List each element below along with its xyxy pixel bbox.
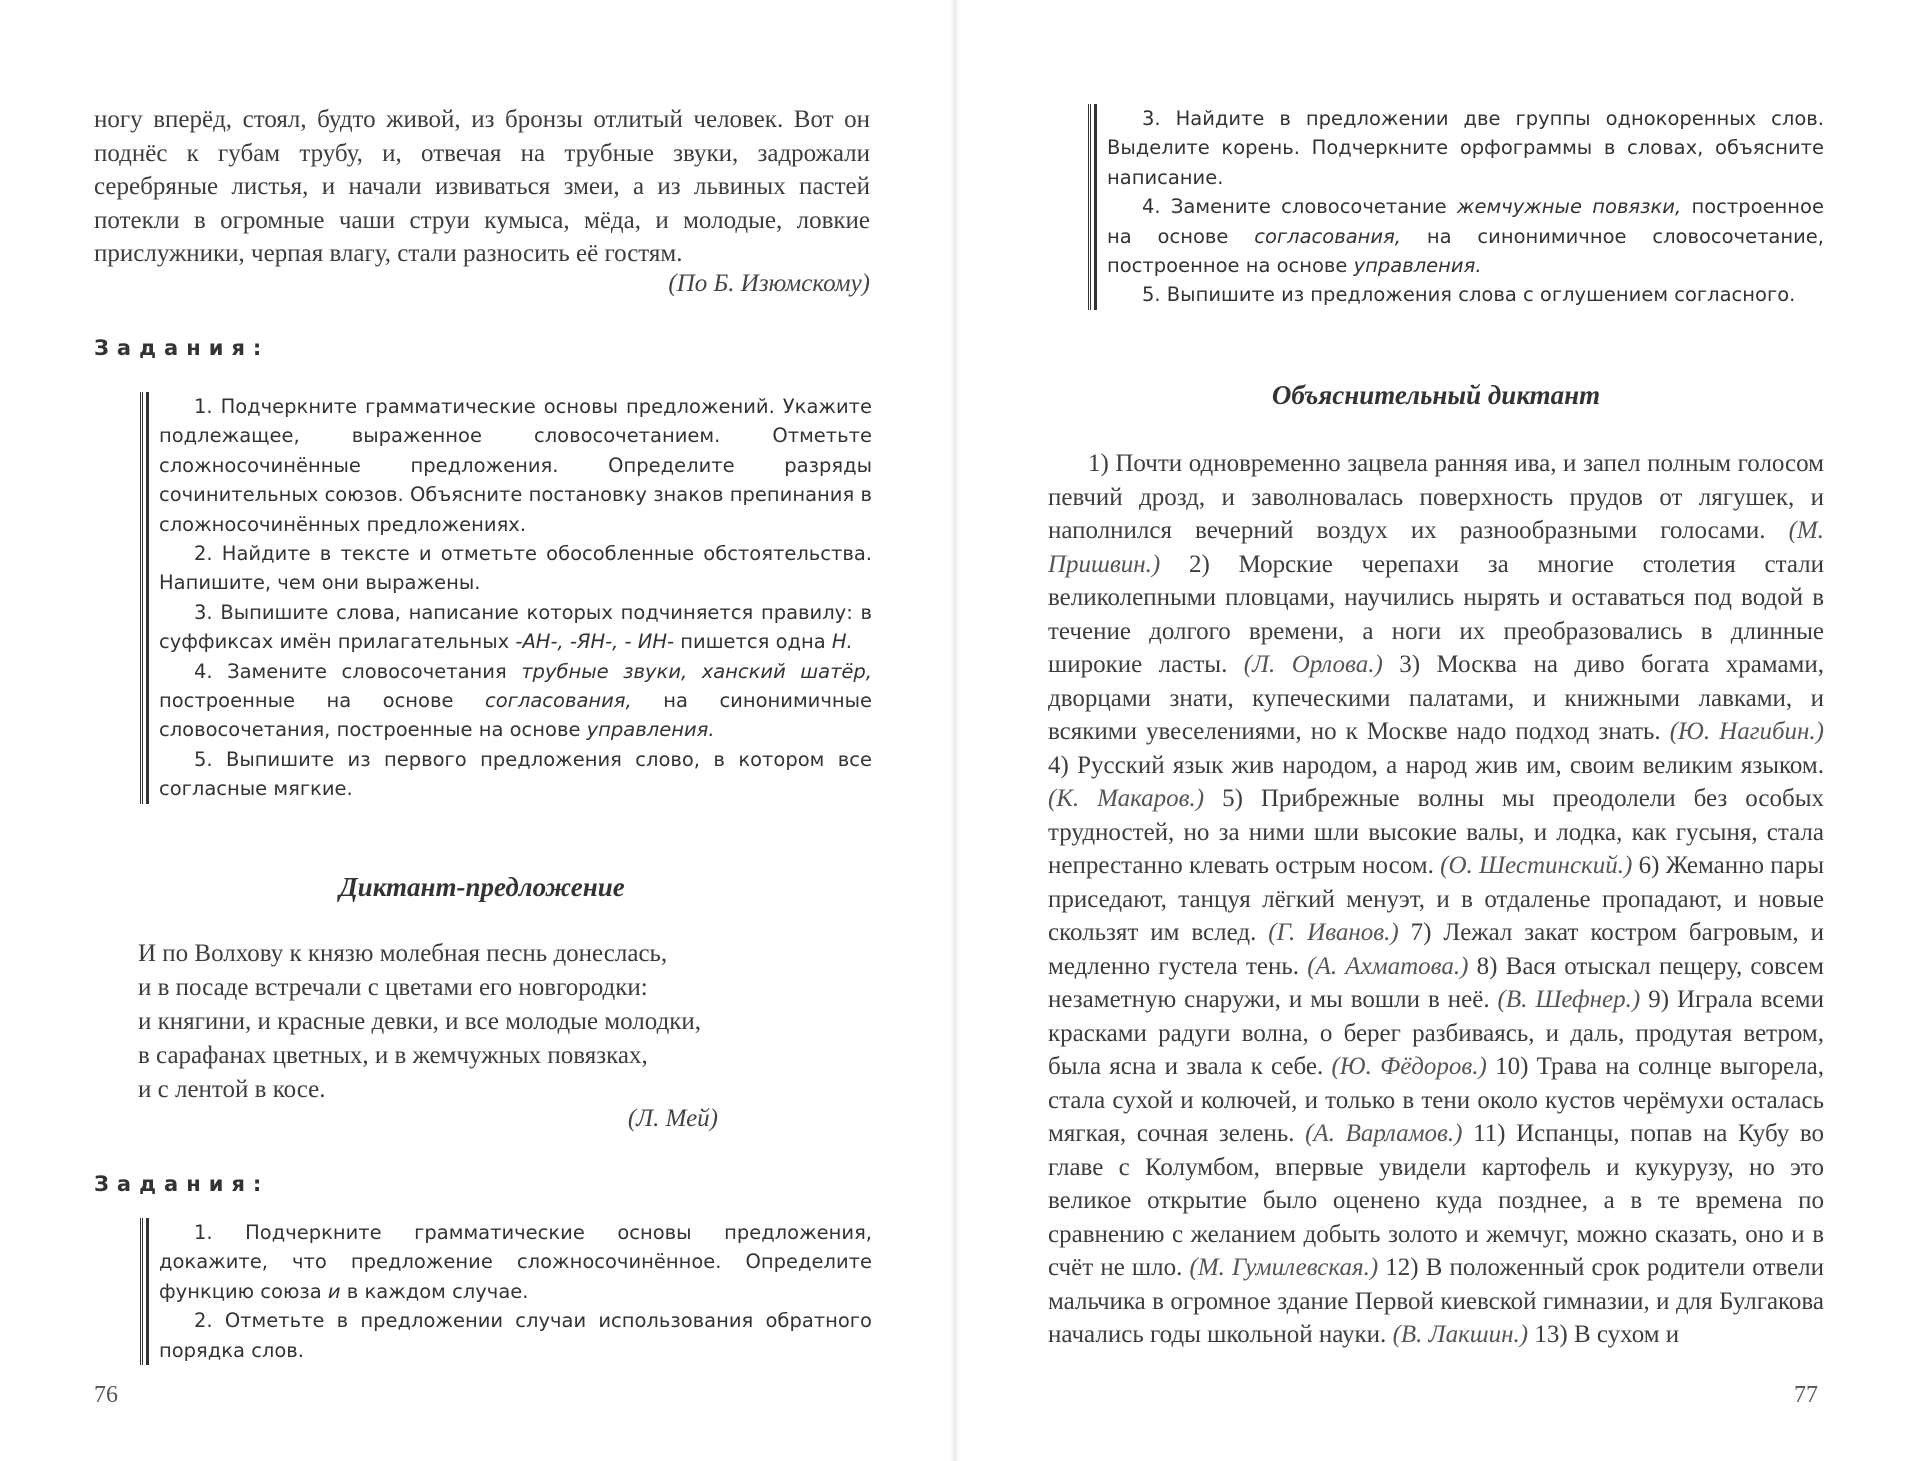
task-2: 2. Отметьте в предложении случаи использования обратного порядка слов. [159, 1309, 872, 1362]
explanatory-dictation-title: Объяснительный диктант [1271, 380, 1601, 410]
task-1: 1. Подчеркните грамматические основы предложений. Укажите подлежащее, выраженное словосочетанием. Отметьте сложносочинённые предложения. Определите разряды сочинительных союзов. Объясните постановку знаков препинания в сложносочинённых предложениях. [159, 395, 872, 536]
task-5: 5. Выпишите из первого предложения слово, в котором все согласные мягкие. [159, 747, 872, 801]
dictation-source: (Г. Иванов.) [1268, 919, 1399, 946]
task-2: 2. Найдите в тексте и отметьте обособленные обстоятельства. Напишите, чем они выражены. [159, 542, 872, 595]
dictation-source: (К. Макаров.) [1048, 785, 1205, 812]
tasks-block-2 [140, 1218, 872, 1365]
task-5: 5. Выпишите из предложения слова с оглушением согласного. [1142, 283, 1796, 307]
task-4: 4. Замените словосочетание жемчужные повязки, построенное на основе согласования, на синонимичное словосочетание, построенное на основе управления. [1107, 195, 1825, 278]
task-3: 3. Найдите в предложении две группы однокоренных слов. Выделите корень. Подчеркните орфограммы в словах, объясните написание. [1107, 107, 1824, 189]
tasks-heading-1: Задания: [94, 336, 270, 360]
dictation-sentence: 1) Почти одновременно зацвела ранняя ива, и запел полным голосом певчий дрозд, и заволновалась поверхность прудов от лягушек, и наполнился вечерний воздух их разнообразными голосами. [1048, 450, 1824, 544]
intro-attribution: (По Б. Изюмскому) [668, 270, 870, 297]
task-1: 1. Подчеркните грамматические основы предложения, докажите, что предложение сложносочинённое. Определите функцию союза и в каждом случае. [159, 1221, 872, 1303]
poem-line: и княгини, и красные девки, и все молодые молодки, [138, 1008, 702, 1035]
page-number-left: 76 [94, 1382, 118, 1408]
dictation-source: (Ю. Нагибин.) [1669, 718, 1824, 745]
dictation-source: (В. Лакшин.) [1392, 1321, 1529, 1348]
dictation-sentence: 11) Испанцы, попав на Кубу во главе с Колумбом, впервые увидели картофель и кукурузу, но это великое открытие было оценено куда позднее, а в те времена по сравнению с желанием добыть золото и жемчуг, можно сказать, оно и в счёт не шло. [1048, 1120, 1824, 1281]
task-4: 4. Замените словосочетания трубные звуки, ханский шатёр, построенные на основе согласования, на синонимичные словосочетания, построенные на основе управления. [159, 659, 872, 742]
dictation-source: (Л. Орлова.) [1243, 651, 1383, 678]
task-3: 3. Выпишите слова, написание которых подчиняется правилу: в суффиксах имён прилагательных -АН-, -ЯН-, - ИН- пишется одна Н. [159, 600, 872, 654]
dictation-text [1048, 447, 1824, 1352]
dictation-source: (А. Варламов.) [1305, 1120, 1463, 1147]
dictation-source: (О. Шестинский.) [1440, 852, 1633, 879]
dictation-sentence: 6) Жеманно пары приседают, танцуя лёгкий менуэт, и в отдаленье пропадают, и новые скользят им вслед. [1048, 852, 1825, 946]
dictation-sentence-title: Диктант-предложение [339, 872, 625, 902]
poem [138, 937, 701, 1107]
dictation-source: (М. Пришвин.) [1048, 517, 1824, 578]
dictation-sentence: 13) В сухом и [1528, 1321, 1680, 1348]
poem-line: в сарафанах цветных, и в жемчужных повязках, [138, 1042, 648, 1069]
dictation-source: (А. Ахматова.) [1307, 952, 1469, 980]
dictation-paragraph [1048, 447, 1824, 1352]
dictation-source: (Ю. Фёдоров.) [1331, 1053, 1487, 1080]
dictation-sentence: 12) В положенный срок родители отвели мальчика в огромное здание Первой киевской гимназии, и для Булгакова начались годы школьной науки. [1048, 1254, 1825, 1348]
tasks-heading-2: Задания: [94, 1172, 270, 1196]
dictation-sentence: 5) Прибрежные волны мы преодолели без особых трудностей, но за ними шли высокие валы, и лодка, как гусыня, стала непрестанно клевать острым носом. [1048, 785, 1824, 879]
right-page [954, 0, 1908, 1461]
tasks-block-1 [140, 392, 872, 804]
poem-line: и в посаде встречали с цветами его новгородки: [138, 974, 648, 1001]
dictation-source: (В. Шефнер.) [1497, 986, 1641, 1013]
dictation-sentence: 4) Русский язык жив народом, а народ жив им, своим великим языком. [1048, 751, 1824, 779]
dictation-sentence: 7) Лежал закат костром багровым, и медленно густела тень. [1048, 919, 1824, 980]
dictation-sentence: 10) Трава на солнце выгорела, стала сухой и колючей, и только в тени около кустов черёмухи осталась мягкая, сочная зелень. [1048, 1053, 1825, 1147]
dictation-sentence: 9) Играла всеми красками радуги волна, о берег разбиваясь, и даль, продутая ветром, была ясна и звала к себе. [1048, 986, 1824, 1080]
page-number-right: 77 [1794, 1382, 1818, 1408]
poem-line: и с лентой в косе. [138, 1076, 326, 1103]
poem-line: И по Волхову к князю молебная песнь донеслась, [138, 940, 668, 967]
dictation-sentence: 3) Москва на диво богата храмами, дворцами знати, купеческими палатами, и книжными лавками, и всякими увеселениями, но к Москве надо подход знать. [1048, 651, 1825, 745]
poem-attribution: (Л. Мей) [627, 1105, 718, 1132]
tasks-block-top [1088, 104, 1824, 310]
intro-text [94, 103, 870, 271]
dictation-sentence: 2) Морские черепахи за многие столетия стали великолепными пловцами, научились нырять и оставаться под водой в течение долгого времени, а ноги их преобразовались в длинные широкие ласты. [1048, 550, 1824, 678]
dictation-sentence: 8) Вася отыскал пещеру, совсем незаметную снаружи, и мы вошли в неё. [1048, 952, 1824, 1013]
intro-paragraph: ногу вперёд, стоял, будто живой, из бронзы отлитый человек. Вот он поднёс к губам трубу, и, отвечая на трубные звуки, задрожали серебряные листья, и начали извиваться змеи, а из львиных пастей потекли в огромные чаши струи кумыса, мёда, и молодые, ловкие прислужники, черпая влагу, стали разносить её гостям. [94, 106, 870, 267]
dictation-source: (М. Гумилевская.) [1189, 1254, 1379, 1281]
